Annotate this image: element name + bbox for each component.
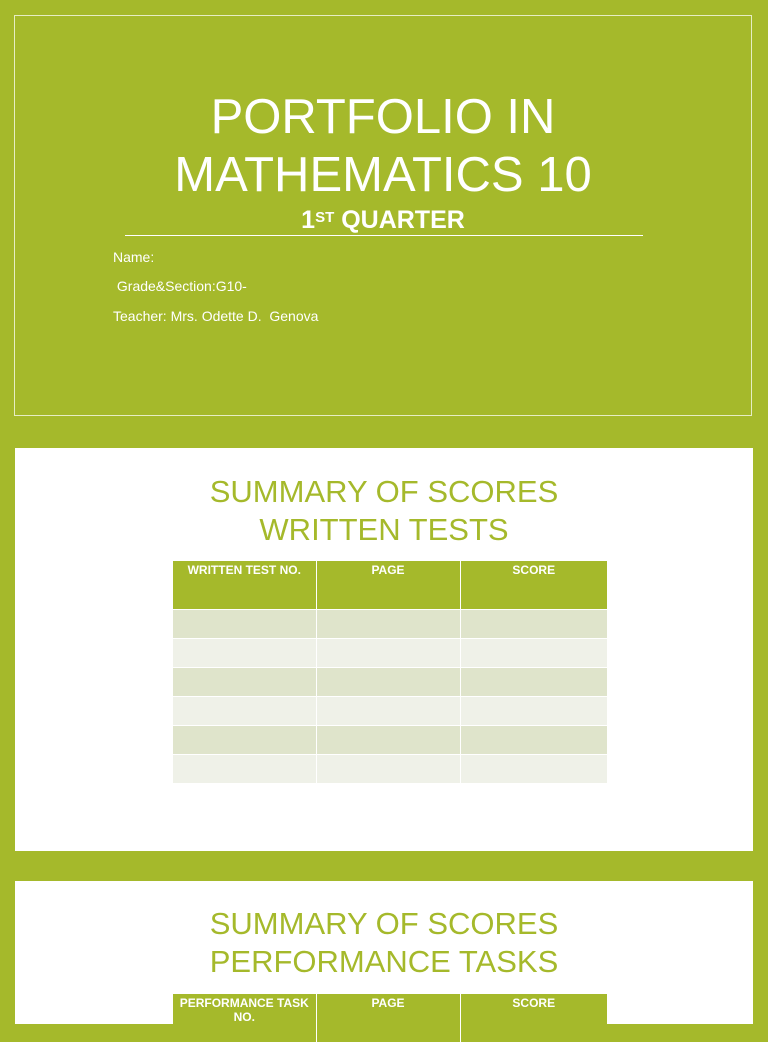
performance-tasks-title-line-2: PERFORMANCE TASKS	[209, 944, 559, 979]
table-cell[interactable]	[316, 725, 460, 754]
table-row	[173, 638, 607, 667]
table-cell[interactable]	[173, 609, 316, 638]
table-cell[interactable]	[460, 638, 607, 667]
teacher-field: Teacher: Mrs. Odette D. Genova	[113, 308, 319, 324]
column-header: SCORE	[460, 561, 607, 609]
column-header: SCORE	[460, 994, 607, 1042]
table-cell[interactable]	[460, 667, 607, 696]
table-cell[interactable]	[173, 725, 316, 754]
written-tests-table	[173, 561, 607, 783]
table-row	[173, 725, 607, 754]
table-header-row	[173, 561, 607, 609]
table-cell[interactable]	[173, 754, 316, 783]
quarter-number: 1	[301, 206, 316, 234]
table-cell[interactable]	[316, 667, 460, 696]
table-cell[interactable]	[316, 638, 460, 667]
table-cell[interactable]	[316, 609, 460, 638]
table-cell[interactable]	[316, 696, 460, 725]
table-row	[173, 667, 607, 696]
grade-section-field: Grade&Section:G10-	[113, 278, 247, 294]
performance-tasks-title-line-1: SUMMARY OF SCORES	[209, 906, 559, 941]
written-tests-title-line-1: SUMMARY OF SCORES	[209, 474, 559, 509]
table-cell[interactable]	[173, 696, 316, 725]
table-row	[173, 696, 607, 725]
title-slide	[14, 15, 752, 416]
quarter-label: QUARTER	[334, 206, 465, 234]
column-header: PERFORMANCE TASK NO.	[173, 994, 316, 1042]
main-title-line-1: PORTFOLIO IN	[210, 90, 556, 144]
table-cell[interactable]	[460, 725, 607, 754]
table-cell[interactable]	[460, 754, 607, 783]
name-field: Name:	[113, 249, 155, 265]
written-tests-title-line-2: WRITTEN TESTS	[259, 512, 509, 547]
written-tests-slide	[15, 448, 753, 851]
table-row	[173, 609, 607, 638]
table-cell[interactable]	[316, 754, 460, 783]
quarter-suffix: ST	[315, 209, 335, 226]
title-divider	[125, 235, 643, 236]
performance-tasks-slide	[15, 881, 753, 1024]
table-cell[interactable]	[173, 667, 316, 696]
table-header-row	[173, 994, 607, 1042]
table-cell[interactable]	[460, 696, 607, 725]
table-cell[interactable]	[173, 638, 316, 667]
column-header: WRITTEN TEST NO.	[173, 561, 316, 609]
column-header: PAGE	[316, 994, 460, 1042]
table-row	[173, 754, 607, 783]
column-header: PAGE	[316, 561, 460, 609]
main-title-line-2: MATHEMATICS 10	[174, 148, 592, 202]
quarter-subtitle	[15, 205, 751, 235]
table-cell[interactable]	[460, 609, 607, 638]
performance-tasks-table	[173, 994, 607, 1042]
